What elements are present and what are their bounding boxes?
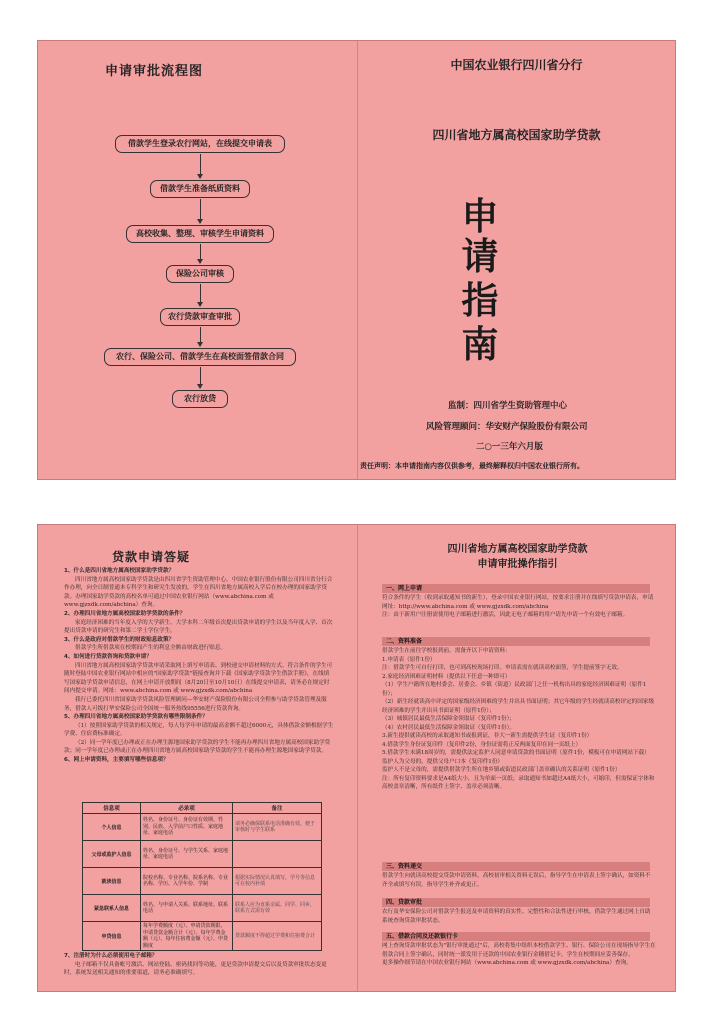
cover-subtitle: 四川省地方属高校国家助学贷款: [432, 128, 601, 142]
answer-4b: 我行已委托四川省国家助学贷款风险管理顾问—华安财产保险股份有限公司全程参与助学贷款管理及服务，借款人可拨打华安保险公司全国统一服务热线95556进行贷款咨询。: [64, 696, 327, 712]
guide-paragraph: 4.借款学生身份证复印件（复印件2份，身份证需将正反两面复印在同一页纸上）: [382, 741, 582, 748]
guide-paragraph: 注：所有复印资料要求是A4纸大小，且为单面一页纸；录取通知书如超过A4纸大小，可缩印，但需保证字体和高校盖章清晰，所有纸件上签字、盖章必须清晰。: [382, 775, 655, 790]
flow-step-5: 农行贷款审查审批: [160, 308, 240, 326]
section-4-text: [382, 908, 656, 925]
table-header: 备注: [233, 803, 322, 814]
answer-3: 借款学生所借款项在校期间产生的利息全额由财政进行贴息。: [75, 645, 227, 652]
guide-paragraph: 1.申请表（原件1份）: [382, 656, 436, 663]
table-header: 必录项: [141, 803, 233, 814]
cover-char-3: 指: [461, 279, 499, 322]
guide-paragraph: 借款学生向就读高校提交贷款申请资料，高校初审相关资料无误后，指导学生在申请表上签字确认，如资料不齐全或填写有误，指导学生补齐或更正。: [382, 873, 651, 888]
section-2-text: [382, 647, 656, 792]
guide-paragraph: 符合条件的学生（收到录取通知书的新生），登录中国农业银行网站，按要求注册并在线填写贷款申请表，申请网址：http://www.abchina.com 或 www.gjzxdk.com/abchina: [382, 595, 654, 610]
question-5: 5、办理四川省地方属高校国家助学贷款有哪些限制条件？: [64, 714, 208, 721]
flow-step-7: 农行放贷: [172, 390, 228, 408]
guide-paragraph: （3）城镇居民最低生活保障金领取证（复印件1份）；: [382, 716, 515, 722]
guide-paragraph: 监护人为父母的，提供父母户口本（复印件1份）: [382, 758, 504, 765]
cover-char-2: 请: [461, 235, 499, 278]
guide-paragraph: （4）农村居民最低生活保障金领取证（复印件1份）。: [382, 724, 515, 731]
table-cell: 联系人应为直系亲属、同学、同乡，联系方式需有效: [233, 895, 322, 922]
section-heading-3: 三、资料递交: [382, 862, 650, 871]
table-row: [83, 868, 322, 895]
flow-arrow: [200, 244, 201, 263]
table-cell: 请务必确保联系电话准确有效，便于审核时与学生联系: [233, 814, 322, 841]
question-7: 7、注册时为什么必须使用电子邮箱？: [64, 953, 158, 959]
guide-title-1: 四川省地方属高校国家助学贷款: [447, 544, 588, 555]
cover-sheet: [37, 40, 676, 480]
question-3: 3、什么是政府对借款学生的财政贴息政策？: [64, 636, 175, 643]
guide-paragraph: 更多操作细节请在中国农业银行网站（www.abchina.com 或 www.gjzxdk.com/abchina）查询。: [382, 960, 632, 966]
guide-paragraph: 农行及华安保险公司对借款学生报送及申请资料的真实性、完整性和合法性进行审核，借款学生通过网上自助系统查询贷款审批状态。: [382, 909, 651, 924]
qa-footer: [64, 952, 334, 978]
flow-arrow: [200, 367, 201, 388]
flow-arrow: [200, 327, 201, 346]
guide-paragraph: 网上查询贷款审批状态为"银行审批通过"后，高校将集中组织本校借款学生、银行、保险公司在现场指导学生在借款合同上签字确认，同时统一派发用于还款的中国农业银行金穗借记卡，学生在校期间应妥善保存。: [382, 943, 656, 958]
section-1-text: [382, 594, 656, 620]
table-cell: 就读信息: [83, 868, 141, 895]
table-cell: 每年学费额度（元）、申请贷款期限、申请贷款金额合计（元）、每年学费金额（元）、每年住宿费金额（元）、申贷额度: [141, 922, 233, 951]
section-3-text: [382, 872, 656, 889]
answer-5a: （1）按照国家助学贷款的相关规定，每人每学年申请的最高金额不超过6000元，具体借款金额根据学生学费、住宿费标准确定。: [64, 722, 334, 738]
table-header: 信息项: [83, 803, 141, 814]
answer-2: 家庭经济困难的当年度入学的大学新生、大学本科二年级首次提出贷款申请的学生以及当年度入学、首次提出贷款申请的研究生和第二学士学位学生。: [64, 619, 333, 635]
question-6: 6、网上申请资料，主要填写哪些信息项？: [64, 757, 169, 764]
flow-step-2: 借款学生准备纸质资料: [150, 180, 250, 198]
flowchart-title: 申请审批流程图: [105, 64, 204, 79]
table-row: [83, 841, 322, 868]
qa-body: [64, 567, 334, 765]
answer-1: 四川省地方属高校国家助学贷款是由四川省学生资助管理中心、中国农业银行股份有限公司四川省分行合作办理，向全日制普通本专科学生和研究生发放的，学生在四川省地方属高校入学后在校办理的国家助学贷款。办理国家助学贷款的高校名单可通过中国农业银行网站（www.abchina.com 或 www.gjzxdk.com/abchina）查询。: [64, 576, 333, 609]
fold-line: [357, 41, 358, 479]
bank-name: 中国农业银行四川省分行: [450, 58, 583, 72]
table-cell: 姓名、与申请人关系、联系地址、联系电话: [141, 895, 233, 922]
guide-paragraph: 注：由于新用户注册需使用电子邮箱进行激活，因此无电子邮箱的用户请先申请一个有效电子邮箱。: [382, 612, 629, 618]
table-cell: 姓名、身份证号、身份证有效期、性别、民族、入学前户口性质、家庭地址、家庭电话: [141, 814, 233, 841]
edition-line: 二○一三年六月版: [476, 442, 543, 452]
guide-title-2: 申请审批操作指引: [477, 559, 558, 570]
guide-paragraph: 2.家庭经济困难证明材料（提供以下任意一种即可）: [382, 673, 511, 680]
flow-arrow: [200, 284, 201, 306]
section-5-text: [382, 942, 656, 968]
guide-paragraph: 5.借款学生未满18周岁的，需提供法定监护人同意申请贷款的书面证明（原件1份，模板可在申请网站下载）: [382, 750, 650, 756]
guide-paragraph: 借款学生在前往学校报到前，需备齐以下申请资料：: [382, 648, 511, 654]
question-2: 2、办理四川省地方属高校国家助学贷款的条件？: [64, 610, 186, 617]
table-cell: 个人信息: [83, 814, 141, 841]
table-row: [83, 814, 322, 841]
info-table: [82, 802, 322, 951]
answer-4: 四川省地方属高校国家助学贷款申请采取网上填写申请表、到校递交申请材料的方式。符合条件的学生可随时登陆中国农业银行网站中相应的"国家助学贷款"链接查询并下载《国家助学贷款学生借款手册》，在线填写国家助学贷款申请信息，在网上申请开放期间（8月20日至10月10日）在线提交申请表，请务必在规定时间内提交申请。网址：www.abchina.com 或 www.gjzxdk.com/abchina: [64, 662, 333, 695]
table-cell: 紧急联系人信息: [83, 895, 141, 922]
section-heading-1: 一、网上申请: [382, 584, 650, 593]
table-cell: 姓名、身份证号、与学生关系、家庭地址、家庭电话: [141, 841, 233, 868]
table-cell: 父母或监护人信息: [83, 841, 141, 868]
section-heading-4: 四、贷款审批: [382, 898, 650, 907]
answer-5b: （2）同一学年度已办理或正在办理生源地国家助学贷款的学生不能再办理四川省地方属高校国家助学贷款；同一学年度已办理或正在办理四川省地方属高校国家助学贷款的学生不能再办理生源地国家助学贷款。: [64, 739, 331, 755]
cover-char-4: 南: [461, 323, 499, 366]
flow-arrow: [200, 199, 201, 223]
table-cell: 申贷信息: [83, 922, 141, 951]
answer-7: 电子邮箱不仅具备帐号激活、网站登陆、密码找回等功能，更是贷款申请提交后以及贷款审批状态变更时，系统发送相关通知的重要渠道，请务必准确填写。: [64, 961, 327, 977]
flow-step-3: 高校收集、整理、审核学生申请资料: [126, 225, 274, 243]
flow-step-6: 农行、保险公司、借款学生在高校面签借款合同: [104, 348, 296, 366]
flow-step-4: 保险公司审核: [166, 265, 234, 283]
risk-advisor-line: 风险管理顾问：华安财产保险股份有限公司: [426, 422, 588, 432]
table-cell: [233, 841, 322, 868]
guide-paragraph: （1）学生户籍所在地村委会、居委会、乡镇（街道）民政部门之任一机构出具的家庭经济困难证明（原件1份）；: [382, 682, 647, 697]
section-heading-5: 五、借款合同及还款银行卡: [382, 932, 650, 941]
fold-line: [357, 525, 358, 991]
flow-step-1: 借款学生登录农行网站，在线提交申请表: [115, 135, 285, 153]
cover-char-1: 申: [461, 195, 499, 238]
guide-paragraph: 注：借款学生可自行打印，也可到高校现场打印。申请表需在就读高校面签，学生提前签字无效。: [382, 665, 623, 671]
flow-arrow: [200, 154, 201, 178]
section-heading-2: 二、资料准备: [382, 637, 650, 646]
supervisor-line: 监制：四川省学生资助管理中心: [448, 401, 568, 411]
table-cell: 根据实际情况认真填写，学号等信息可在校内补填: [233, 868, 322, 895]
table-cell: 贷款额度不得超过学费和住宿费合计: [233, 922, 322, 951]
table-row: [83, 895, 322, 922]
table-row: [83, 922, 322, 951]
guide-paragraph: 3.新生提供就读高校的录取通知书或报到证，非大一新生需提供学生证（复印件1份）: [382, 733, 593, 739]
qa-title: 贷款申请答疑: [112, 550, 191, 564]
table-cell: 院校名称、专业名称、院系名称、专业名称、学历、入学年份、学制: [141, 868, 233, 895]
question-4: 4、如何进行贷款咨询和贷款申请？: [64, 653, 152, 660]
guide-paragraph: （2）新生经就读高中评定的国家级经济困难的学生并出具书面证明；其它年级的学生经就读高校评定的国家级经济困难的学生并出具书面证明（原件1份）；: [382, 699, 655, 714]
guide-paragraph: 监护人不是父母的，需提供借款学生所在地乡镇或街道民政部门盖章确认的关系证明（原件1份）: [382, 767, 621, 773]
question-1: 1、什么是四川省地方属高校国家助学贷款？: [64, 568, 175, 574]
disclaimer: 责任声明：本申请指南内容仅供参考，最终解释权归中国农业银行所有。: [360, 462, 584, 470]
